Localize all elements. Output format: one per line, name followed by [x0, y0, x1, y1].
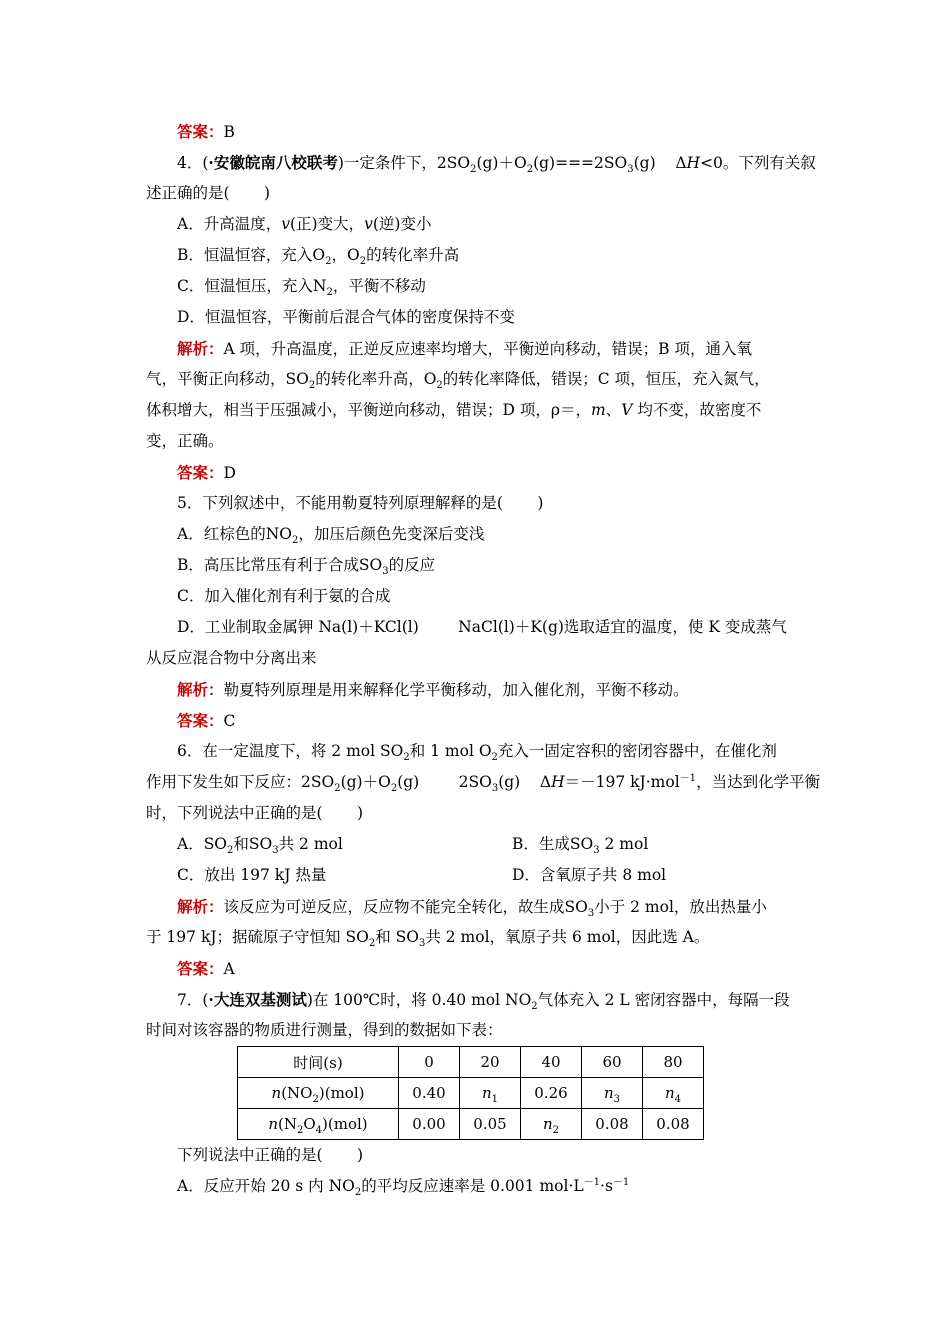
- table-cell: 0.40: [399, 1078, 460, 1109]
- option-left: C．放出 197 kJ 热量: [177, 866, 327, 884]
- text-block-2: [146, 891, 810, 1046]
- options-q6: [146, 829, 810, 891]
- text-line: D．恒温恒容，平衡前后混合气体的密度保持不变: [177, 308, 515, 326]
- text-block-1: [146, 116, 821, 829]
- table-cell: $n(NO_2)(mol)$: [238, 1078, 399, 1109]
- text-line: 7．(·大连双基测试)在 100℃时，将 0.40 mol $NO_2$气体充入 2 L 密闭容器中，每隔一段: [177, 990, 790, 1013]
- text-line: 5．下列叙述中，不能用勒夏特列原理解释的是( ): [177, 494, 544, 512]
- table-cell: 时间(s): [238, 1047, 399, 1078]
- text-line: C．恒温恒压，充入$N_2$，平衡不移动: [177, 277, 426, 299]
- text-line: 时间对该容器的物质进行测量，得到的数据如下表：: [146, 1021, 503, 1039]
- text-line: 解析：该反应为可逆反应，反应物不能完全转化，故生成$SO_3$小于 2 mol，放出热量小: [177, 897, 767, 920]
- text-line: 解析：A 项，升高温度，正逆反应速率均增大，平衡逆向移动，错误；B 项，通入氧: [177, 339, 752, 358]
- text-line: 4．(·安徽皖南八校联考)一定条件下，$2SO_2(g)+O_2(g)===2SO_3(g)$ ΔH<0。下列有关叙: [177, 153, 816, 176]
- table-cell: 40: [521, 1047, 582, 1078]
- text-line: 从反应混合物中分离出来: [146, 649, 317, 667]
- text-line: 述正确的是( ): [146, 184, 271, 202]
- table-row: [238, 1078, 704, 1109]
- text-line: 于 197 kJ；据硫原子守恒知 $SO_2$和 $SO_3$共 2 mol，氧原子共 6 mol，因此选 A。: [146, 928, 710, 950]
- table-row: [238, 1109, 704, 1140]
- table-cell: 0.08: [643, 1109, 704, 1140]
- table-cell: $n_3$: [582, 1078, 643, 1109]
- text-line: 答案：D: [177, 463, 236, 482]
- text-line: B．高压比常压有利于合成$SO_3$的反应: [177, 556, 436, 578]
- text-line: 答案：C: [177, 711, 236, 730]
- option-right: B．生成$SO_3$ 2 mol: [512, 835, 649, 857]
- table-cell: $n(N_2O_4)(mol)$: [238, 1109, 399, 1140]
- text-line: B．恒温恒容，充入$O_2$，$O_2$的转化率升高: [177, 246, 460, 268]
- text-line: 气，平衡正向移动，$SO_2$的转化率升高，$O_2$的转化率降低，错误；C 项，恒压，充入氮气，: [146, 370, 770, 392]
- table-cell: 0.00: [399, 1109, 460, 1140]
- table-cell: 0.26: [521, 1078, 582, 1109]
- text-line: A．反应开始 20 s 内 $NO_2$的平均反应速率是 0.001 $mol\cdot L^{-1}\cdot s^{-1}$: [177, 1176, 630, 1199]
- text-line: 时，下列说法中正确的是( ): [146, 804, 364, 822]
- table-cell: 20: [460, 1047, 521, 1078]
- text-line: 解析：勒夏特列原理是用来解释化学平衡移动，加入催化剂，平衡不移动。: [177, 680, 689, 699]
- text-line: 变，正确。: [146, 432, 224, 450]
- text-line: A．红棕色的$NO_2$，加压后颜色先变深后变浅: [177, 525, 485, 547]
- text-line: 答案：B: [177, 122, 235, 141]
- text-line: 答案：A: [177, 959, 235, 978]
- table-cell: 0.08: [582, 1109, 643, 1140]
- option-right: D．含氧原子共 8 mol: [512, 866, 667, 884]
- text-block-3: [146, 1140, 810, 1202]
- table-cell: $n_2$: [521, 1109, 582, 1140]
- text-line: 作用下发生如下反应：$2SO_2(g)+O_2(g)$ $2SO_3(g)$ ΔH＝－197 kJ·mol$^{-1}$，当达到化学平衡: [146, 772, 821, 795]
- text-line: A．升高温度，v(正)变大，v(逆)变小: [177, 215, 432, 233]
- table-row: [238, 1047, 704, 1078]
- text-line: 6．在一定温度下，将 2 mol $SO_2$和 1 mol $O_2$充入一固定容积的密闭容器中，在催化剂: [177, 742, 777, 764]
- text-line: D．工业制取金属钾 Na(l)＋KCl(l) NaCl(l)＋K(g)选取适宜的温度，使 K 变成蒸气: [177, 618, 787, 636]
- table-cell: $n_1$: [460, 1078, 521, 1109]
- table-cell: $n_4$: [643, 1078, 704, 1109]
- table-cell: 60: [582, 1047, 643, 1078]
- table-cell: 0.05: [460, 1109, 521, 1140]
- document-page: [146, 116, 821, 1202]
- table-cell: 0: [399, 1047, 460, 1078]
- table-cell: 80: [643, 1047, 704, 1078]
- text-line: 体积增大，相当于压强减小，平衡逆向移动，错误；D 项，ρ＝，m、V 均不变，故密度不: [146, 401, 762, 419]
- text-line: C．加入催化剂有利于氨的合成: [177, 587, 391, 605]
- text-line: 下列说法中正确的是( ): [177, 1146, 364, 1164]
- option-row: [146, 860, 810, 891]
- data-table: [237, 1046, 704, 1140]
- option-row: [146, 829, 810, 860]
- option-left: A．$SO_2$和$SO_3$共 2 mol: [177, 835, 343, 857]
